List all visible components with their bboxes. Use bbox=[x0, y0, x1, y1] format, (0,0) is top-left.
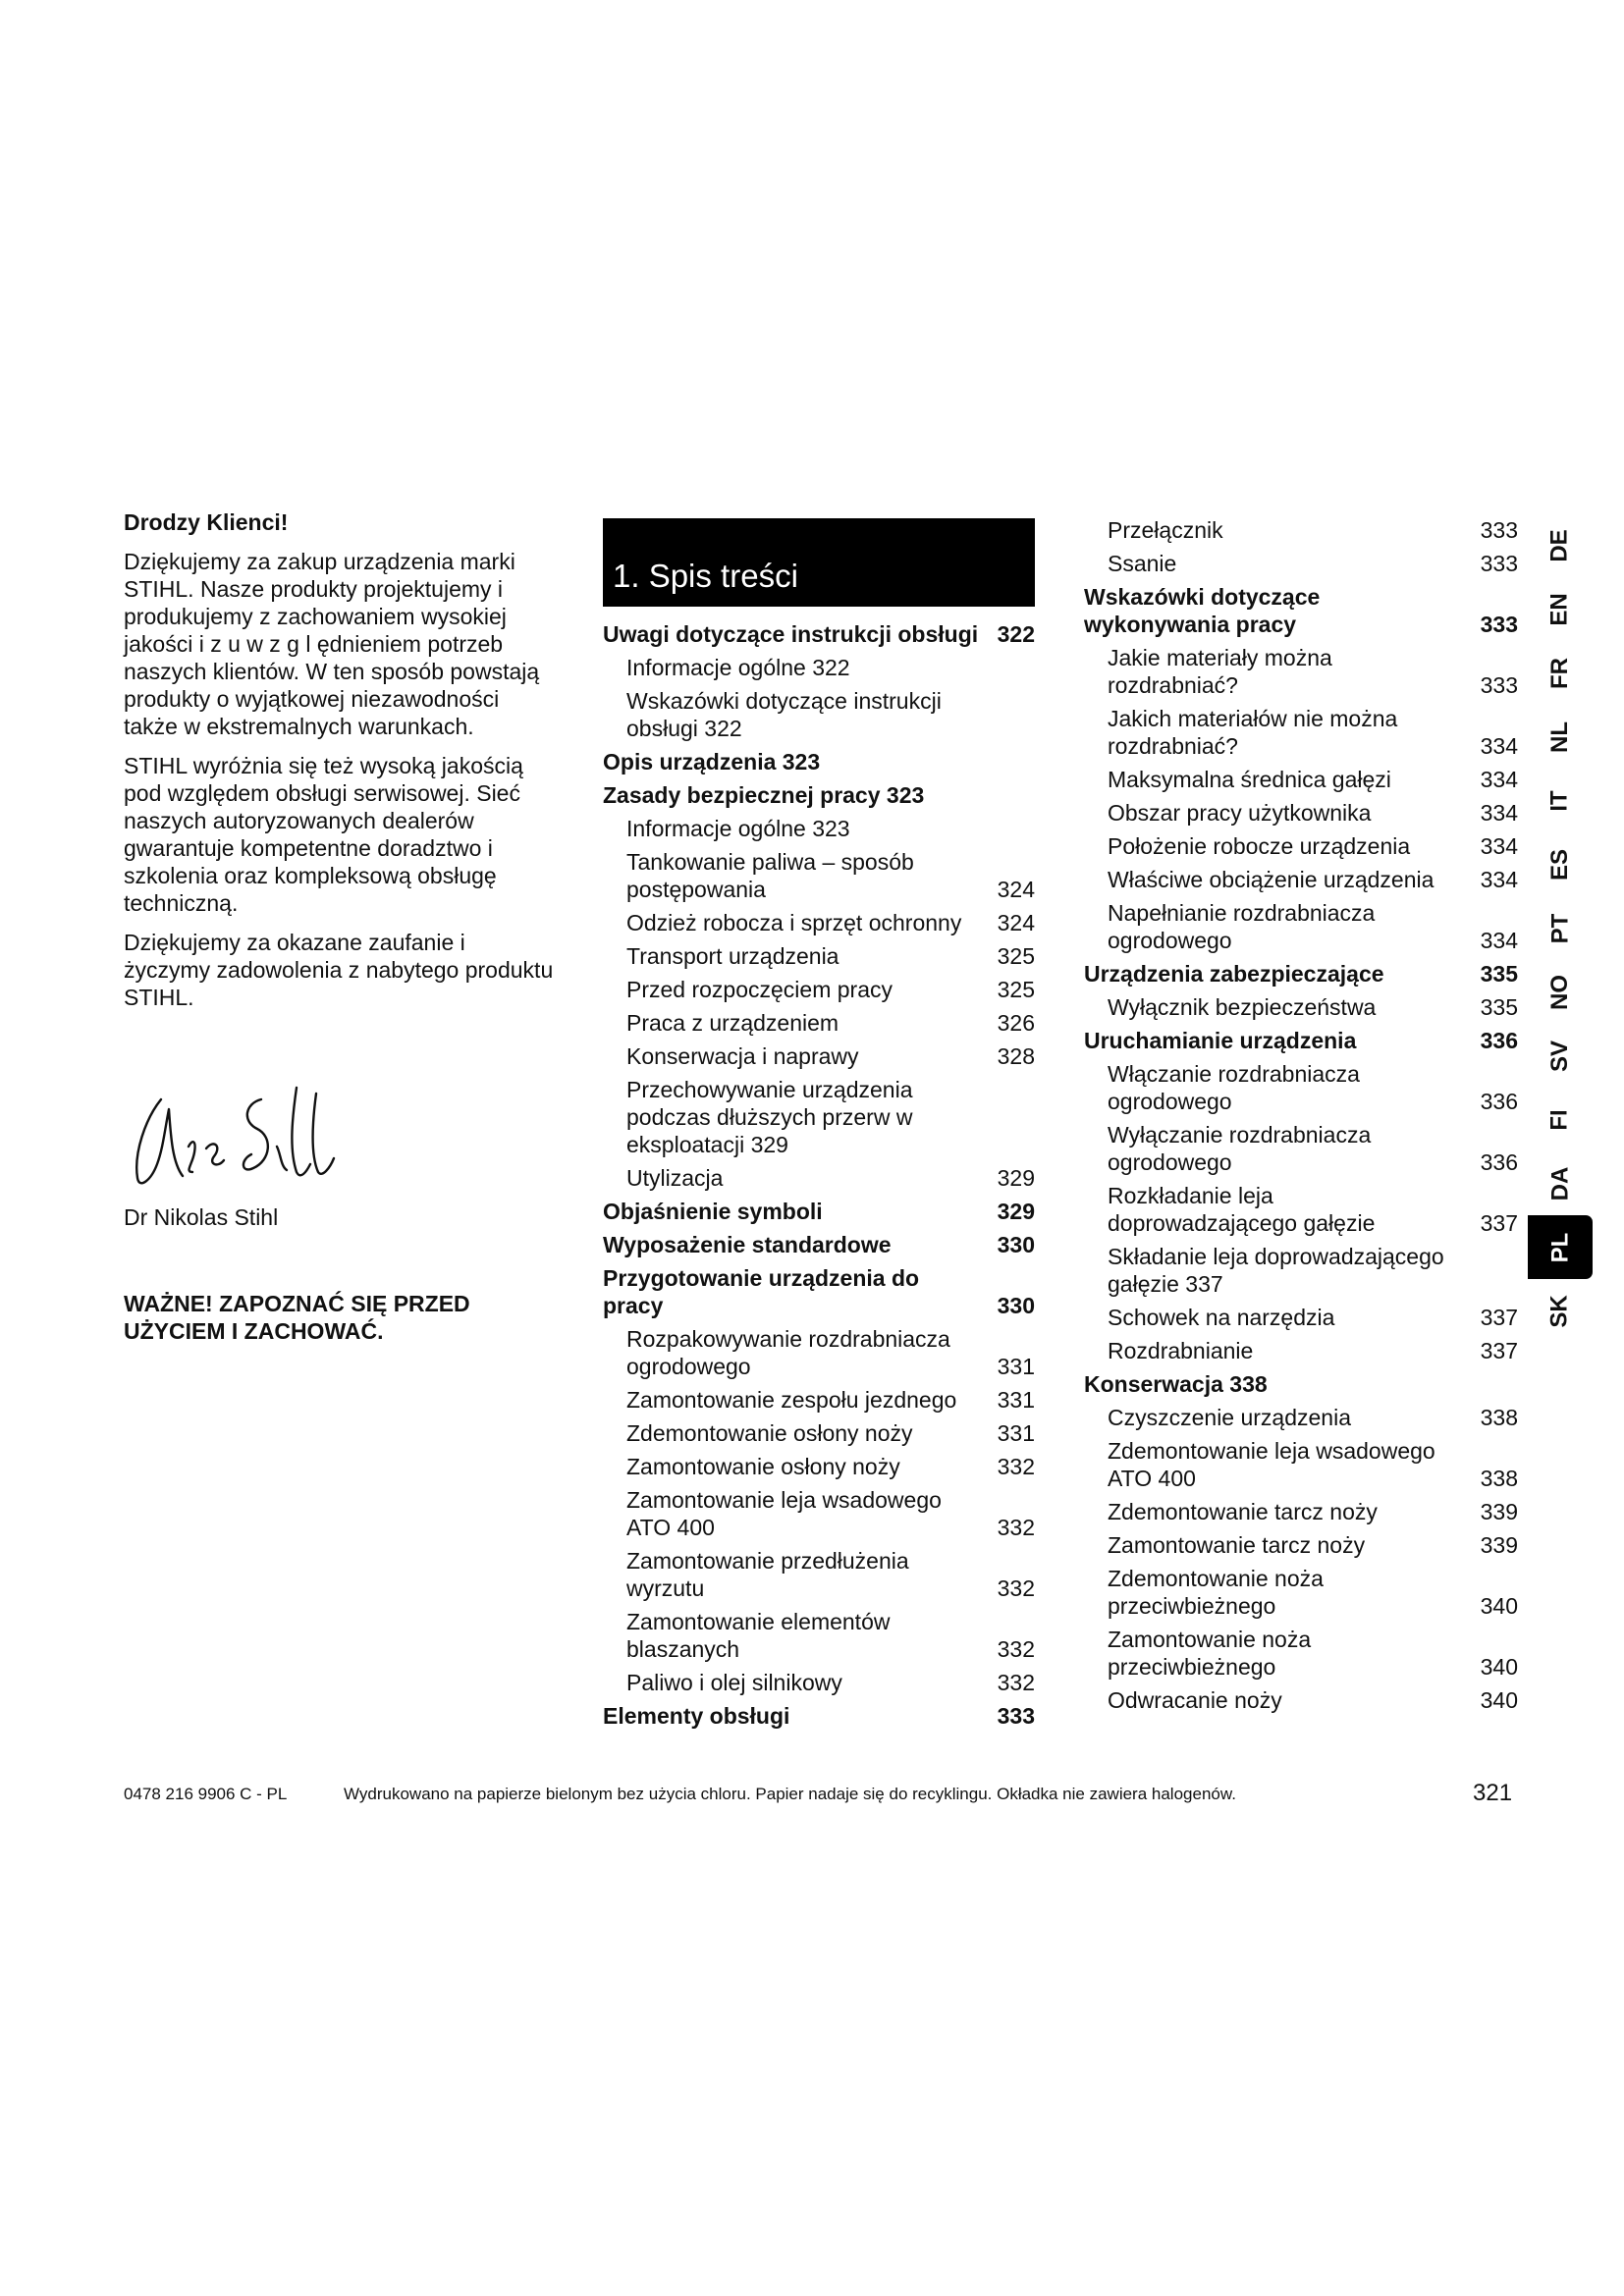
toc-entry bbox=[1084, 866, 1518, 893]
toc-entry bbox=[603, 1325, 1035, 1380]
toc-entry-title: Zamontowanie przedłużenia wyrzutu bbox=[626, 1548, 909, 1601]
toc-entry-title: Przechowywanie urządzenia podczas dłuższych przerw w eksploatacji 329 bbox=[626, 1077, 913, 1157]
toc-entry-title: Rozkładanie leja doprowadzającego gałęzie bbox=[1108, 1183, 1376, 1236]
toc-entry bbox=[1084, 1565, 1518, 1620]
printing-note: Wydrukowano na papierze bielonym bez użycia chloru. Papier nadaje się do recyklingu. Okładka nie zawiera halogenów. bbox=[344, 1785, 1236, 1803]
toc-entry-page: 334 bbox=[1480, 928, 1518, 953]
toc-entry-page: 331 bbox=[997, 1354, 1035, 1379]
language-tab-pl[interactable] bbox=[1528, 1215, 1593, 1279]
toc-entry bbox=[603, 1231, 1035, 1258]
language-tab-fi[interactable] bbox=[1528, 1088, 1593, 1151]
toc-entry bbox=[603, 687, 1035, 742]
letter-paragraph-2: STIHL wyróżnia się też wysoką jakością pod względem obsługi serwisowej. Sieć naszych autoryzowanych dealerów gwarantuje kompetentne doradztwo i szkolenia oraz kompleksową obsługę techniczną. bbox=[124, 753, 523, 916]
toc-entry-title: Zamontowanie zespołu jezdnego bbox=[626, 1387, 957, 1413]
toc-entry-title: Zamontowanie noża przeciwbieżnego bbox=[1108, 1627, 1312, 1680]
toc-entry-page: 331 bbox=[997, 1387, 1035, 1413]
toc-entry-page: 333 bbox=[997, 1703, 1035, 1729]
toc-entry-page: 337 bbox=[1480, 1305, 1518, 1330]
toc-entry-page: 334 bbox=[1480, 867, 1518, 892]
toc-entry bbox=[1084, 799, 1518, 827]
toc-entry-title: Wskazówki dotyczące instrukcji obsługi 322 bbox=[626, 688, 942, 741]
language-tab-en[interactable] bbox=[1528, 577, 1593, 641]
toc-entry bbox=[1084, 1404, 1518, 1431]
toc-entry bbox=[603, 1669, 1035, 1696]
toc-entry bbox=[603, 620, 1035, 648]
language-tab-label: SV bbox=[1545, 1040, 1573, 1072]
toc-entry-title: Składanie leja doprowadzającego gałęzie 337 bbox=[1108, 1244, 1444, 1297]
language-tab-label: DA bbox=[1545, 1166, 1573, 1201]
toc-entry-page: 335 bbox=[1480, 994, 1518, 1020]
toc-entry-page: 339 bbox=[1480, 1532, 1518, 1558]
toc-entry-title: Jakie materiały można rozdrabniać? bbox=[1108, 645, 1332, 698]
toc-entry bbox=[603, 1198, 1035, 1225]
toc-entry bbox=[603, 909, 1035, 936]
toc-entry-page: 325 bbox=[997, 943, 1035, 969]
toc-entry-title: Zamontowanie osłony noży bbox=[626, 1454, 900, 1479]
toc-entry-title: Przed rozpoczęciem pracy bbox=[626, 977, 893, 1002]
language-tab-label: FR bbox=[1546, 657, 1573, 689]
toc-entry bbox=[603, 654, 1035, 681]
language-tab-no[interactable] bbox=[1528, 960, 1593, 1024]
toc-column-middle bbox=[603, 620, 1035, 1735]
toc-entry bbox=[603, 848, 1035, 903]
toc-entry-title: Wskazówki dotyczące wykonywania pracy bbox=[1084, 584, 1321, 637]
toc-entry-title: Uruchamianie urządzenia bbox=[1084, 1028, 1357, 1053]
toc-entry-page: 336 bbox=[1480, 1028, 1518, 1053]
toc-entry bbox=[1084, 1370, 1518, 1398]
language-tab-label: EN bbox=[1546, 592, 1573, 626]
toc-entry-page: 332 bbox=[997, 1515, 1035, 1540]
toc-entry-title: Objaśnienie symboli bbox=[603, 1199, 823, 1224]
toc-entry-page: 325 bbox=[997, 977, 1035, 1002]
toc-entry-title: Praca z urządzeniem bbox=[626, 1010, 839, 1036]
toc-entry bbox=[1084, 899, 1518, 954]
toc-entry-page: 333 bbox=[1480, 517, 1518, 543]
toc-entry-page: 336 bbox=[1480, 1149, 1518, 1175]
toc-entry-title: Przełącznik bbox=[1108, 517, 1223, 543]
toc-entry bbox=[603, 976, 1035, 1003]
toc-entry bbox=[1084, 1498, 1518, 1525]
language-tab-label: FI bbox=[1545, 1108, 1573, 1131]
toc-entry-page: 324 bbox=[997, 877, 1035, 902]
toc-entry-title: Zdemontowanie noża przeciwbieżnego bbox=[1108, 1566, 1324, 1619]
toc-entry-title: Przygotowanie urządzenia do pracy bbox=[603, 1265, 920, 1318]
toc-entry bbox=[1084, 993, 1518, 1021]
signature-image bbox=[124, 1070, 379, 1198]
toc-entry bbox=[603, 1009, 1035, 1037]
letter-paragraph-3: Dziękujemy za okazane zaufanie i życzymy zadowolenia z nabytego produktu STIHL. bbox=[124, 930, 554, 1010]
document-code: 0478 216 9906 C - PL bbox=[124, 1785, 288, 1803]
toc-entry-title: Włączanie rozdrabniacza ogrodowego bbox=[1108, 1061, 1360, 1114]
toc-entry bbox=[603, 1386, 1035, 1414]
toc-entry-title: Rozpakowywanie rozdrabniacza ogrodowego bbox=[626, 1326, 950, 1379]
toc-entry bbox=[1084, 1304, 1518, 1331]
language-tab-pt[interactable] bbox=[1528, 896, 1593, 960]
toc-entry-page: 334 bbox=[1480, 800, 1518, 826]
toc-entry-title: Urządzenia zabezpieczające bbox=[1084, 961, 1384, 987]
toc-entry bbox=[603, 815, 1035, 842]
toc-entry-page: 332 bbox=[997, 1454, 1035, 1479]
toc-entry bbox=[603, 1608, 1035, 1663]
toc-entry-page: 333 bbox=[1480, 551, 1518, 576]
toc-entry bbox=[603, 1453, 1035, 1480]
toc-entry-page: 330 bbox=[997, 1232, 1035, 1257]
toc-entry-page: 335 bbox=[1480, 961, 1518, 987]
toc-entry-title: Utylizacja bbox=[626, 1165, 724, 1191]
toc-entry-page: 332 bbox=[997, 1575, 1035, 1601]
toc-entry-page: 338 bbox=[1480, 1466, 1518, 1491]
toc-entry-title: Elementy obsługi bbox=[603, 1703, 790, 1729]
toc-entry bbox=[603, 1076, 1035, 1158]
toc-entry bbox=[603, 1164, 1035, 1192]
language-tab-it[interactable] bbox=[1528, 769, 1593, 832]
language-tab-nl[interactable] bbox=[1528, 705, 1593, 769]
toc-entry-page: 324 bbox=[997, 910, 1035, 935]
toc-entry-title: Właściwe obciążenie urządzenia bbox=[1108, 867, 1435, 892]
toc-entry-title: Czyszczenie urządzenia bbox=[1108, 1405, 1352, 1430]
toc-entry bbox=[1084, 1027, 1518, 1054]
toc-entry bbox=[1084, 1060, 1518, 1115]
toc-entry-page: 334 bbox=[1480, 833, 1518, 859]
toc-entry-page: 331 bbox=[997, 1420, 1035, 1446]
toc-entry-page: 328 bbox=[997, 1043, 1035, 1069]
toc-entry-title: Tankowanie paliwa – sposób postępowania bbox=[626, 849, 914, 902]
toc-entry bbox=[603, 942, 1035, 970]
language-tab-fr[interactable] bbox=[1528, 641, 1593, 705]
toc-entry bbox=[1084, 1531, 1518, 1559]
toc-entry bbox=[1084, 583, 1518, 638]
toc-entry-title: Wyłącznik bezpieczeństwa bbox=[1108, 994, 1377, 1020]
toc-entry bbox=[603, 1042, 1035, 1070]
language-tab-de[interactable] bbox=[1528, 513, 1593, 577]
toc-entry-page: 337 bbox=[1480, 1210, 1518, 1236]
toc-entry-title: Zamontowanie elementów blaszanych bbox=[626, 1609, 891, 1662]
toc-entry-page: 332 bbox=[997, 1670, 1035, 1695]
toc-entry-title: Wyposażenie standardowe bbox=[603, 1232, 892, 1257]
toc-entry-title: Jakich materiałów nie można rozdrabniać? bbox=[1108, 706, 1398, 759]
toc-entry-page: 333 bbox=[1480, 612, 1518, 637]
warning-text: WAŻNE! ZAPOZNAĆ SIĘ PRZED UŻYCIEM I ZACHOWAĆ. bbox=[124, 1291, 470, 1344]
toc-entry-page: 338 bbox=[1480, 1405, 1518, 1430]
language-tab-es[interactable] bbox=[1528, 832, 1593, 896]
language-tab-sk[interactable] bbox=[1528, 1279, 1593, 1343]
toc-entry bbox=[603, 1486, 1035, 1541]
toc-entry-title: Zasady bezpiecznej pracy 323 bbox=[603, 782, 925, 808]
language-tabs bbox=[1528, 513, 1593, 1343]
language-tab-label: IT bbox=[1545, 789, 1573, 812]
toc-entry-title: Rozdrabnianie bbox=[1108, 1338, 1254, 1363]
toc-entry-title: Zdemontowanie leja wsadowego ATO 400 bbox=[1108, 1438, 1435, 1491]
toc-entry bbox=[1084, 1337, 1518, 1364]
language-tab-label: NL bbox=[1546, 721, 1573, 753]
toc-entry-title: Zdemontowanie osłony noży bbox=[626, 1420, 913, 1446]
language-tab-label: NO bbox=[1546, 974, 1573, 1010]
toc-entry-page: 334 bbox=[1480, 733, 1518, 759]
toc-entry-title: Informacje ogólne 322 bbox=[626, 655, 850, 680]
toc-entry bbox=[1084, 705, 1518, 760]
toc-entry-title: Transport urządzenia bbox=[626, 943, 839, 969]
toc-entry bbox=[1084, 550, 1518, 577]
toc-entry-page: 333 bbox=[1480, 672, 1518, 698]
toc-entry-page: 340 bbox=[1480, 1593, 1518, 1619]
toc-entry-title: Uwagi dotyczące instrukcji obsługi bbox=[603, 621, 979, 647]
toc-header bbox=[603, 518, 1035, 607]
toc-entry bbox=[1084, 644, 1518, 699]
toc-entry-title: Schowek na narzędzia bbox=[1108, 1305, 1335, 1330]
toc-entry-page: 334 bbox=[1480, 767, 1518, 792]
letter-paragraph-1: Dziękujemy za zakup urządzenia marki STIHL. Nasze produkty projektujemy i produkujemy z zachowaniem wysokiej jakości i z u w z g l ędnieniem potrzeb naszych klientów. W ten sposób powstają produkty o wyjątkowej niezawodności także w ekstremalnych warunkach. bbox=[124, 549, 540, 739]
language-tab-da[interactable] bbox=[1528, 1151, 1593, 1215]
toc-entry-title: Położenie robocze urządzenia bbox=[1108, 833, 1411, 859]
toc-entry bbox=[603, 781, 1035, 809]
toc-entry-title: Odzież robocza i sprzęt ochronny bbox=[626, 910, 962, 935]
toc-entry bbox=[1084, 1686, 1518, 1714]
toc-entry-title: Wyłączanie rozdrabniacza ogrodowego bbox=[1108, 1122, 1372, 1175]
toc-title: 1. Spis treści bbox=[613, 558, 798, 594]
toc-entry-title: Zamontowanie tarcz noży bbox=[1108, 1532, 1366, 1558]
toc-entry bbox=[1084, 1182, 1518, 1237]
toc-entry-title: Maksymalna średnica gałęzi bbox=[1108, 767, 1391, 792]
signer-name: Dr Nikolas Stihl bbox=[124, 1204, 279, 1230]
toc-entry-page: 326 bbox=[997, 1010, 1035, 1036]
toc-entry bbox=[603, 1702, 1035, 1730]
toc-entry bbox=[1084, 1437, 1518, 1492]
welcome-letter bbox=[124, 508, 556, 1357]
toc-entry bbox=[1084, 766, 1518, 793]
language-tab-label: SK bbox=[1546, 1294, 1573, 1328]
toc-entry bbox=[1084, 1121, 1518, 1176]
toc-entry-page: 329 bbox=[997, 1199, 1035, 1224]
toc-entry-page: 339 bbox=[1480, 1499, 1518, 1524]
toc-entry-title: Odwracanie noży bbox=[1108, 1687, 1282, 1713]
toc-entry-title: Opis urządzenia 323 bbox=[603, 749, 821, 774]
toc-entry bbox=[1084, 516, 1518, 544]
toc-entry bbox=[603, 748, 1035, 775]
toc-entry-title: Konserwacja i naprawy bbox=[626, 1043, 859, 1069]
toc-entry-page: 340 bbox=[1480, 1687, 1518, 1713]
toc-entry-title: Konserwacja 338 bbox=[1084, 1371, 1268, 1397]
toc-entry-title: Ssanie bbox=[1108, 551, 1177, 576]
toc-entry-title: Informacje ogólne 323 bbox=[626, 816, 850, 841]
toc-entry-title: Obszar pracy użytkownika bbox=[1108, 800, 1372, 826]
toc-entry bbox=[1084, 1243, 1518, 1298]
language-tab-sv[interactable] bbox=[1528, 1024, 1593, 1088]
toc-entry-title: Zdemontowanie tarcz noży bbox=[1108, 1499, 1378, 1524]
toc-entry bbox=[603, 1264, 1035, 1319]
language-tab-label: PL bbox=[1545, 1232, 1573, 1262]
toc-entry-page: 322 bbox=[997, 621, 1035, 647]
toc-entry bbox=[1084, 1626, 1518, 1681]
language-tab-label: DE bbox=[1546, 528, 1573, 562]
letter-greeting: Drodzy Klienci! bbox=[124, 509, 289, 535]
toc-entry bbox=[603, 1419, 1035, 1447]
toc-entry bbox=[1084, 832, 1518, 860]
toc-entry-page: 336 bbox=[1480, 1089, 1518, 1114]
toc-entry-page: 329 bbox=[997, 1165, 1035, 1191]
toc-entry bbox=[1084, 960, 1518, 988]
toc-entry-page: 340 bbox=[1480, 1654, 1518, 1680]
toc-entry-page: 330 bbox=[997, 1293, 1035, 1318]
language-tab-label: PT bbox=[1545, 913, 1573, 943]
page-number: 321 bbox=[1473, 1780, 1513, 1806]
toc-column-right bbox=[1084, 516, 1518, 1720]
toc-entry-title: Zamontowanie leja wsadowego ATO 400 bbox=[626, 1487, 942, 1540]
language-tab-label: ES bbox=[1545, 848, 1573, 881]
toc-entry-page: 332 bbox=[997, 1636, 1035, 1662]
toc-entry-title: Paliwo i olej silnikowy bbox=[626, 1670, 842, 1695]
toc-entry bbox=[603, 1547, 1035, 1602]
toc-entry-title: Napełnianie rozdrabniacza ogrodowego bbox=[1108, 900, 1376, 953]
toc-entry-page: 337 bbox=[1480, 1338, 1518, 1363]
